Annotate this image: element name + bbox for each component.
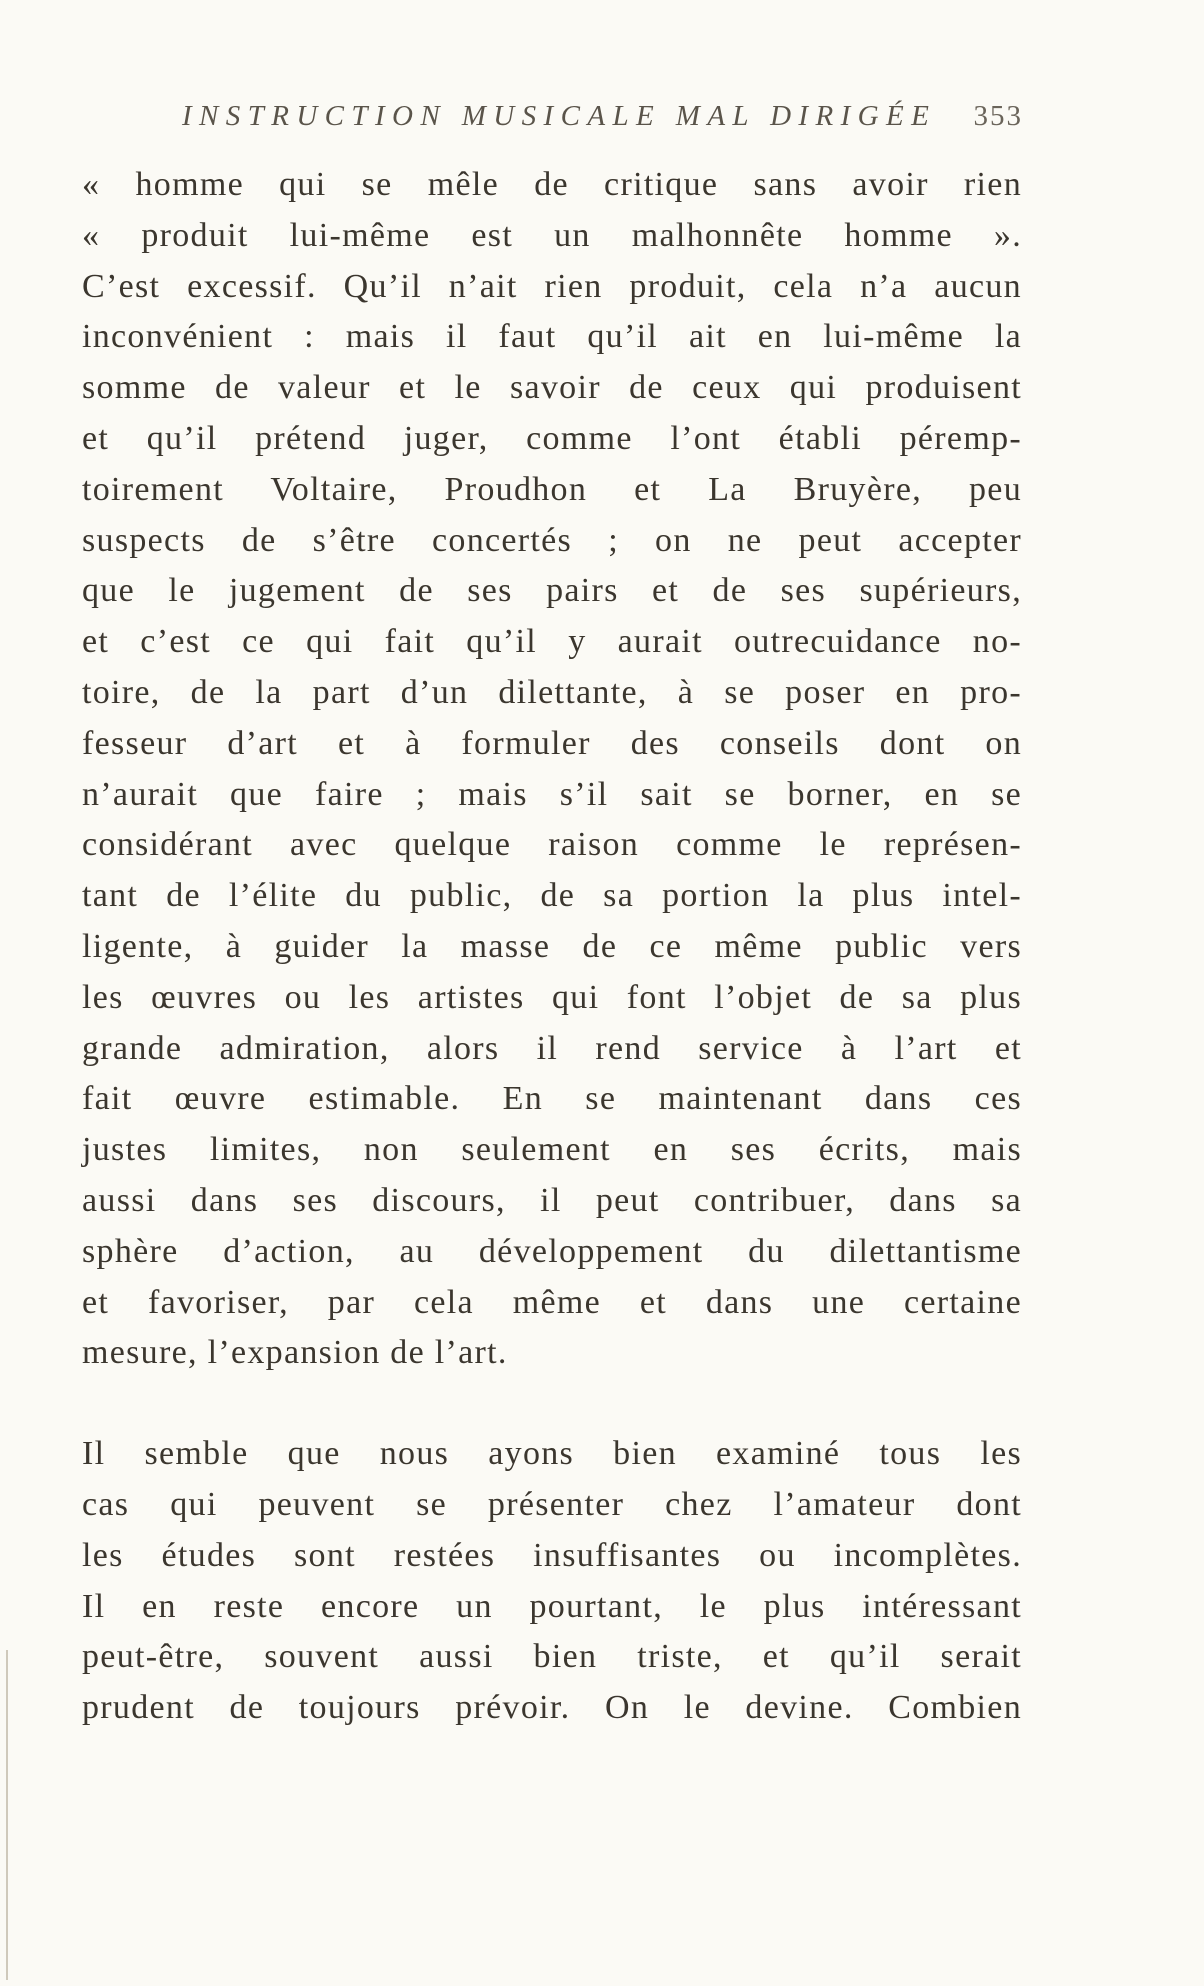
text-line: fesseur d’art et à formuler des conseils dont on xyxy=(82,724,1022,762)
text-line: et qu’il prétend juger, comme l’ont établi péremp- xyxy=(82,419,1022,457)
text-line: que le jugement de ses pairs et de ses supérieurs, xyxy=(82,572,1022,610)
text-line: considérant avec quelque raison comme le représen- xyxy=(82,826,1022,864)
running-title: INSTRUCTION MUSICALE MAL DIRIGÉE xyxy=(182,100,937,132)
text-line: toire, de la part d’un dilettante, à se poser en pro- xyxy=(82,673,1022,711)
text-line: « produit lui-même est un malhonnête homme ». xyxy=(82,216,1022,254)
text-line: justes limites, non seulement en ses écrits, mais xyxy=(82,1131,1022,1169)
text-line: et favoriser, par cela même et dans une certaine xyxy=(82,1283,1022,1321)
text-line: inconvénient : mais il faut qu’il ait en lui-même la xyxy=(82,318,1022,356)
page-edge-line xyxy=(6,1650,8,1980)
page-number: 353 xyxy=(973,100,1023,132)
paragraph-1 xyxy=(82,160,1022,1379)
text-line: tant de l’élite du public, de sa portion la plus intel- xyxy=(82,877,1022,915)
text-line: n’aurait que faire ; mais s’il sait se borner, en se xyxy=(82,775,1022,813)
text-line: Il en reste encore un pourtant, le plus intéressant xyxy=(82,1587,1022,1625)
text-line: grande admiration, alors il rend service à l’art et xyxy=(82,1029,1022,1067)
text-line: et c’est ce qui fait qu’il y aurait outrecuidance no- xyxy=(82,623,1022,661)
text-line: peut-être, souvent aussi bien triste, et qu’il serait xyxy=(82,1638,1022,1676)
paragraph-gap xyxy=(82,1379,1022,1429)
text-line: suspects de s’être concertés ; on ne peut accepter xyxy=(82,521,1022,559)
text-line: C’est excessif. Qu’il n’ait rien produit, cela n’a aucun xyxy=(82,267,1022,305)
paragraph-2 xyxy=(82,1429,1022,1734)
text-line-last: mesure, l’expansion de l’art. xyxy=(82,1334,508,1372)
text-line: les études sont restées insuffisantes ou incomplètes. xyxy=(82,1536,1022,1574)
text-line: cas qui peuvent se présenter chez l’amateur dont xyxy=(82,1485,1022,1523)
body-text xyxy=(82,160,1022,1734)
text-line: fait œuvre estimable. En se maintenant dans ces xyxy=(82,1080,1022,1118)
text-line: prudent de toujours prévoir. On le devine. Combien xyxy=(82,1689,1022,1727)
text-line: toirement Voltaire, Proudhon et La Bruyère, peu xyxy=(82,470,1022,508)
text-line: aussi dans ses discours, il peut contribuer, dans sa xyxy=(82,1181,1022,1219)
text-line: Il semble que nous ayons bien examiné tous les xyxy=(82,1435,1022,1473)
text-line: « homme qui se mêle de critique sans avoir rien xyxy=(82,166,1022,203)
text-line: sphère d’action, au développement du dilettantisme xyxy=(82,1232,1022,1270)
text-line: somme de valeur et le savoir de ceux qui produisent xyxy=(82,369,1022,407)
text-line: les œuvres ou les artistes qui font l’objet de sa plus xyxy=(82,978,1022,1016)
running-head xyxy=(82,100,1027,140)
text-line: ligente, à guider la masse de ce même public vers xyxy=(82,927,1022,965)
